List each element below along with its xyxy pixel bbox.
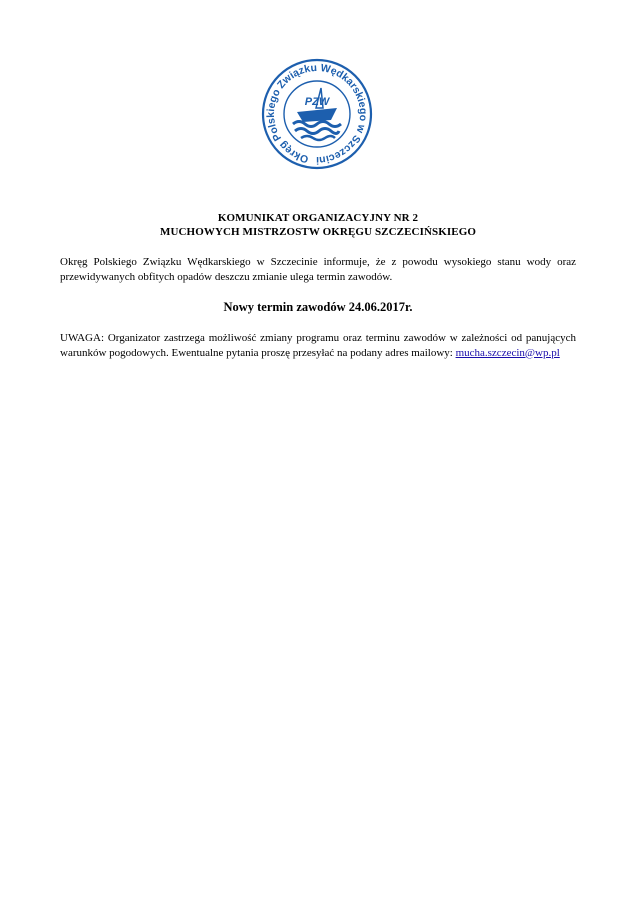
- email-link[interactable]: mucha.szczecin@wp.pl: [455, 346, 560, 359]
- notice-paragraph: [60, 331, 576, 360]
- document-heading: [60, 211, 576, 239]
- heading-line-1: KOMUNIKAT ORGANIZACYJNY NR 2: [217, 212, 419, 224]
- new-date-heading: Nowy termin zawodów 24.06.2017r.: [223, 300, 413, 314]
- notice-text: UWAGA: Organizator zastrzega możliwość zmiany programu oraz terminu zawodów w zależności od panujących warunków pogodowych. Ewentualne pytania proszę przesyłać na podany adres mailowy:: [60, 332, 576, 359]
- logo-emblem-text: PZW: [304, 96, 330, 108]
- announcement-paragraph: Okręg Polskiego Związku Wędkarskiego w Szczecinie informuje, że z powodu wysokiego stanu wody oraz przewidywanych obfitych opadów deszczu zmianie ulega termin zawodów.: [60, 256, 576, 283]
- pzw-logo: [261, 58, 373, 170]
- logo-ring-text: Okręg Polskiego Związku Wędkarskiego w Szczecini: [264, 61, 370, 167]
- heading-line-2: MUCHOWYCH MISTRZOSTW OKRĘGU SZCZECIŃSKIEGO: [159, 226, 477, 238]
